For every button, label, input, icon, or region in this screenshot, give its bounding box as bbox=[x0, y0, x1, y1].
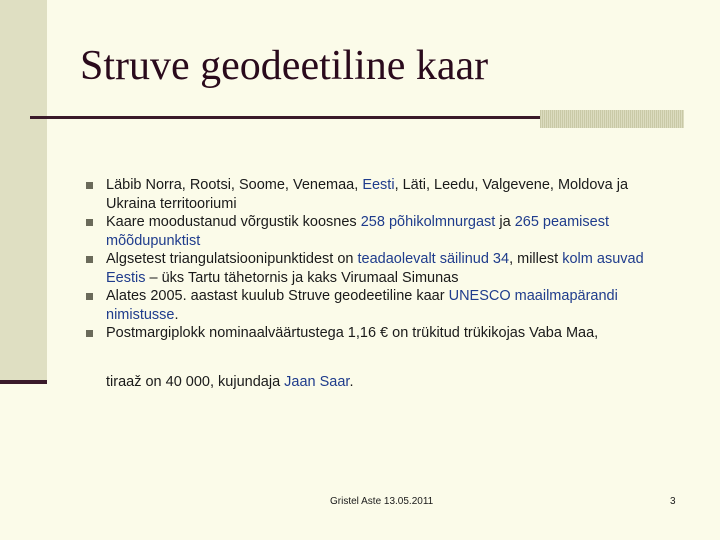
highlighted-text: UNESCO maailmapärandi nimistusse bbox=[106, 288, 618, 323]
bullet-text: Algsetest triangulatsioonipunktidest on bbox=[106, 251, 358, 267]
bullet-item bbox=[88, 176, 678, 213]
bullet-item bbox=[88, 324, 678, 343]
bullet-square-icon bbox=[86, 256, 93, 263]
slide-title: Struve geodeetiline kaar bbox=[80, 43, 489, 89]
left-band-rule bbox=[0, 380, 47, 384]
bullet-text: Läbib Norra, Rootsi, Soome, Venemaa, bbox=[106, 177, 363, 193]
bullet-text: , millest bbox=[509, 251, 563, 267]
left-decorative-band bbox=[0, 0, 47, 382]
bullet-item bbox=[88, 250, 678, 287]
bullet-list bbox=[88, 176, 678, 343]
bullet-text: tiraaž on 40 000, kujundaja bbox=[106, 374, 285, 390]
highlighted-text: Jaan Saar bbox=[284, 374, 350, 390]
bullet-square-icon bbox=[86, 330, 93, 337]
bullet-square-icon bbox=[86, 219, 93, 226]
bullet-text: . bbox=[349, 374, 354, 390]
bullet-text: , Läti, Leedu, Valgevene, Moldova ja Ukraina territooriumi bbox=[106, 177, 629, 212]
bullet-continuation bbox=[106, 374, 354, 390]
bullet-square-icon bbox=[86, 293, 93, 300]
bullet-text: ja bbox=[495, 214, 515, 230]
title-underline bbox=[30, 116, 540, 119]
highlighted-text: teadaolevalt bbox=[357, 251, 436, 267]
bullet-text: Postmargiplokk nominaalväärtustega 1,16 € on trükitud trükikojas Vaba Maa, bbox=[106, 325, 599, 341]
footer-author-date: Gristel Aste 13.05.2011 bbox=[330, 496, 434, 507]
highlighted-text: 265 peamisest mõõdupunktist bbox=[106, 214, 609, 249]
highlighted-text: kolm asuvad Eestis bbox=[106, 251, 644, 286]
bullet-text: – üks Tartu tähetornis ja kaks Virumaal Simunas bbox=[145, 269, 459, 286]
bullet-item bbox=[88, 287, 678, 324]
bullet-text: . bbox=[174, 306, 179, 323]
bullet-text: Kaare moodustanud võrgustik koosnes bbox=[106, 214, 361, 230]
title-accent-bar bbox=[540, 110, 684, 128]
highlighted-text: Eesti bbox=[362, 177, 395, 193]
bullet-item bbox=[88, 213, 678, 250]
bullet-square-icon bbox=[86, 182, 93, 189]
highlighted-text: säilinud 34 bbox=[439, 251, 510, 267]
highlighted-text: 258 põhikolmnurgast bbox=[360, 214, 496, 230]
bullet-text: Alates 2005. aastast kuulub Struve geodeetiline kaar bbox=[106, 288, 449, 304]
page-number: 3 bbox=[670, 496, 676, 507]
